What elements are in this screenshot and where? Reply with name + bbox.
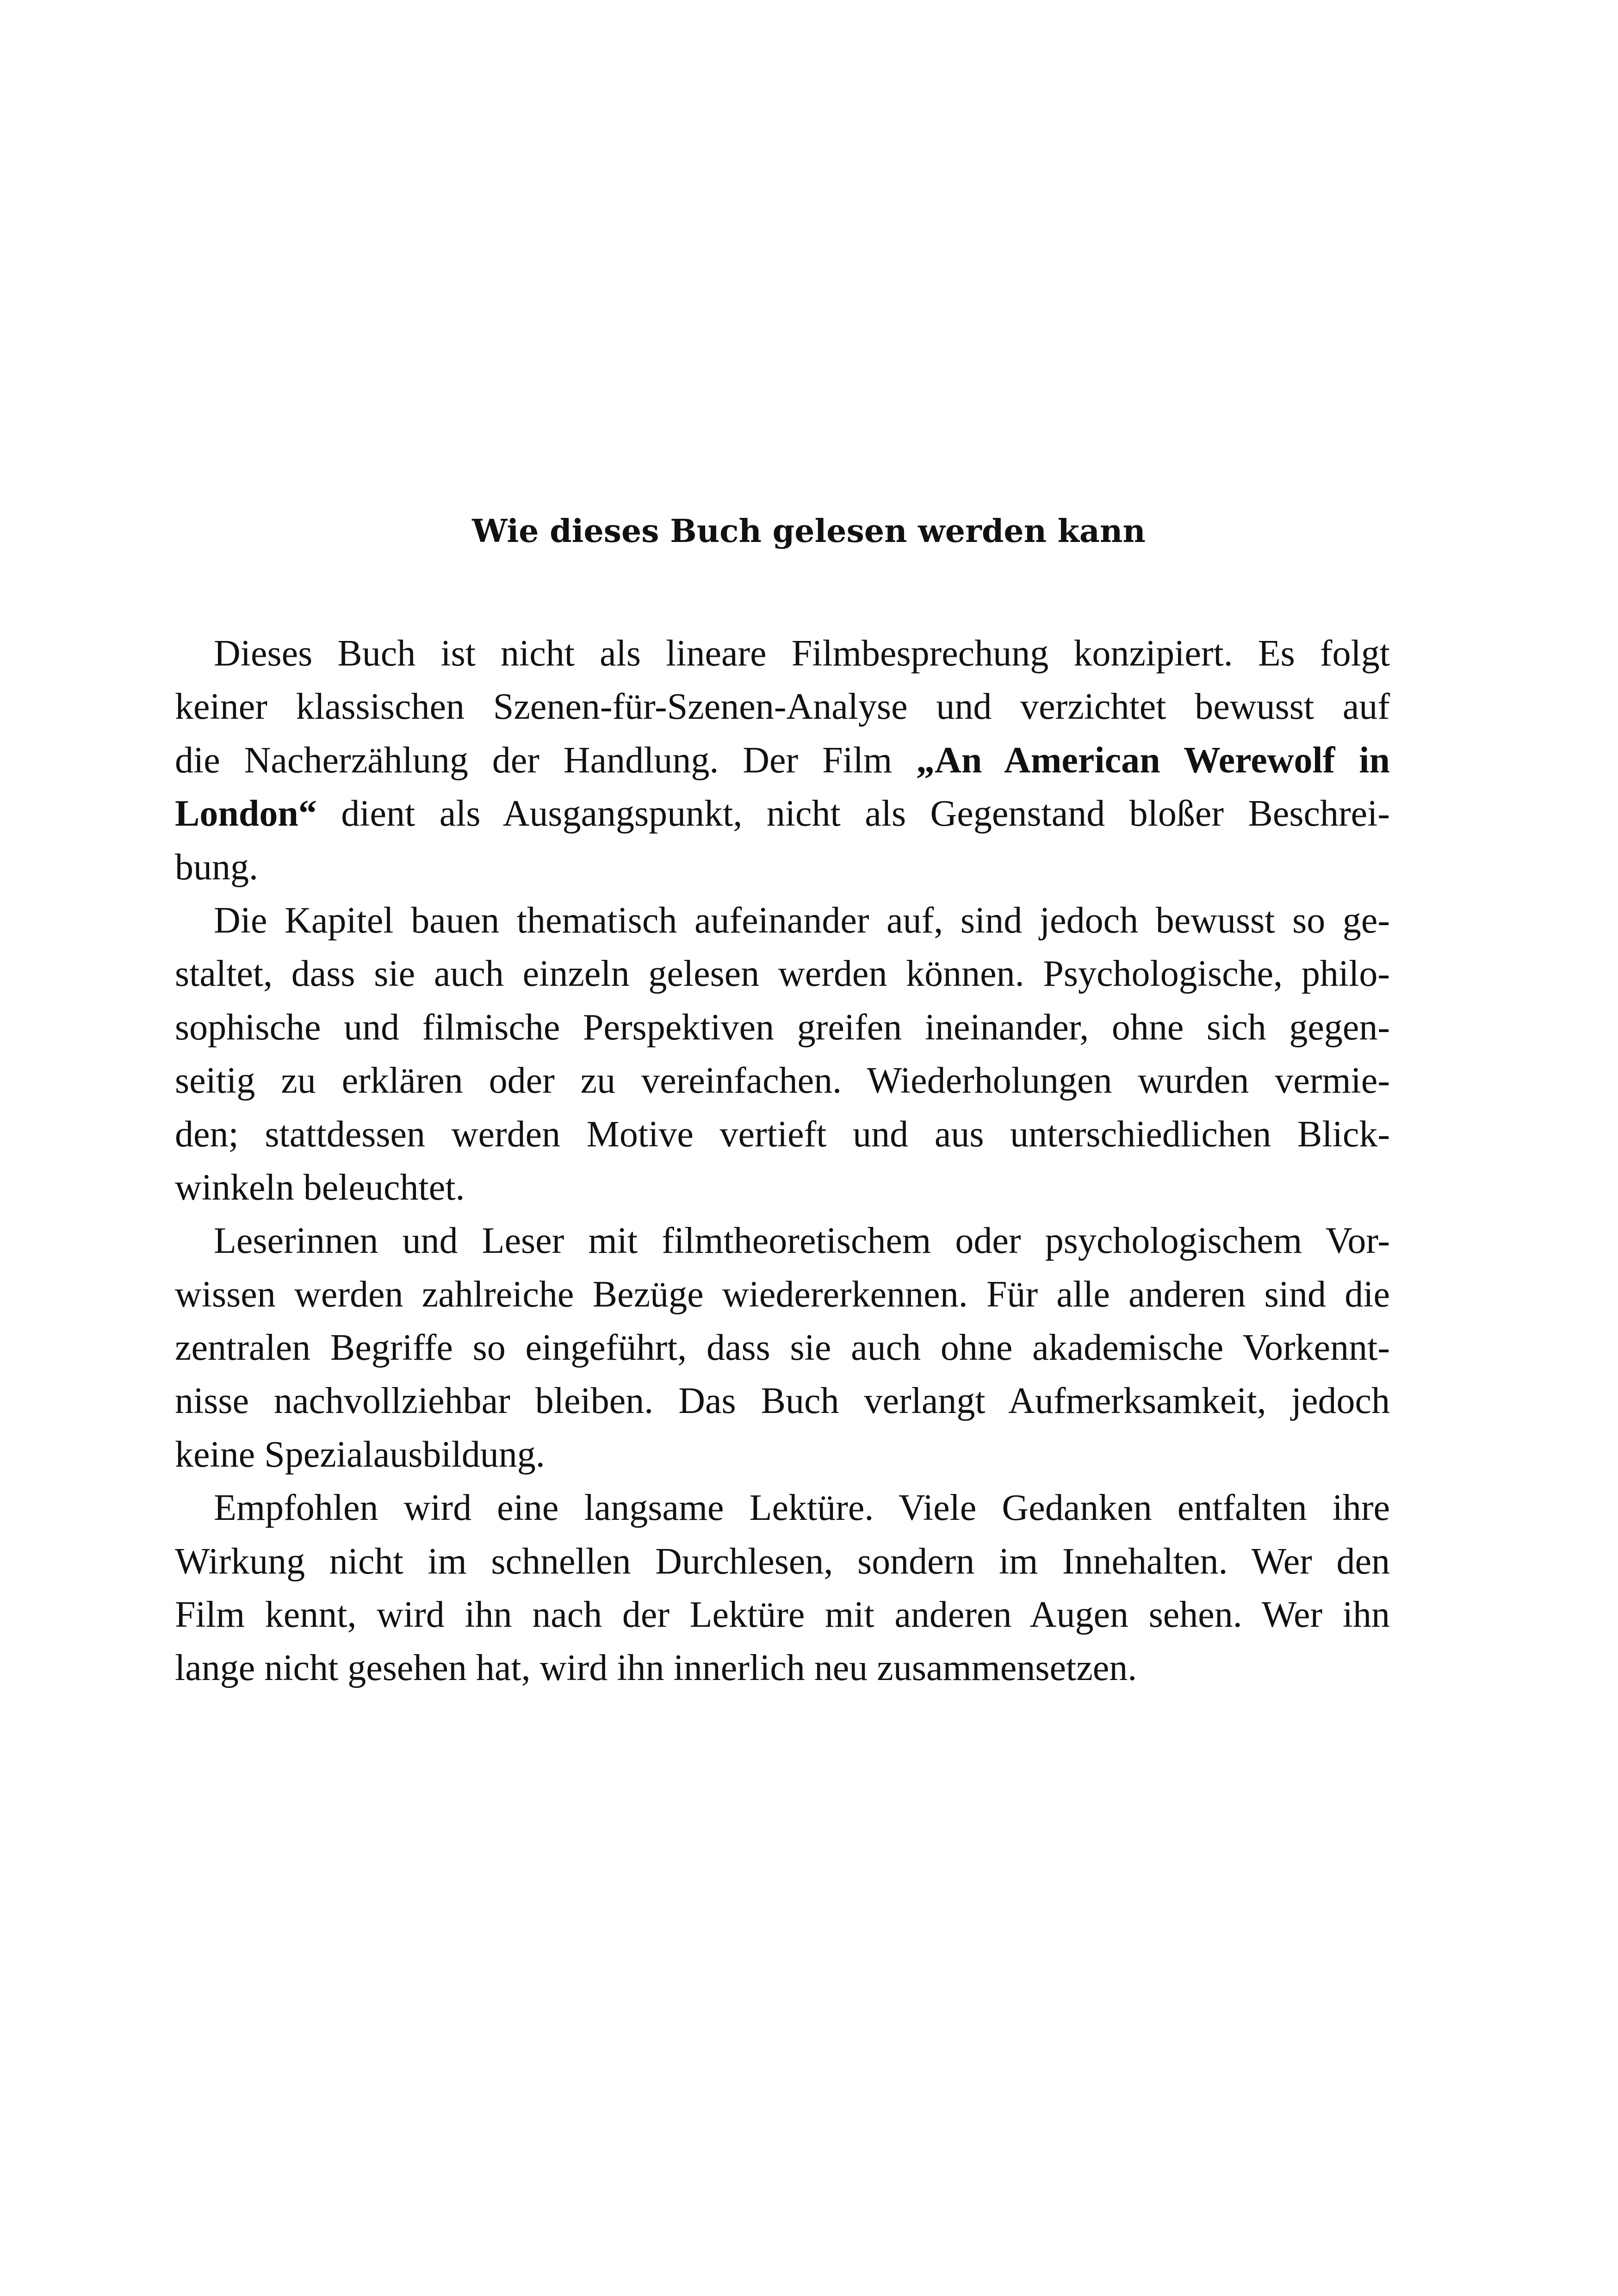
- text-line: nisse nachvollziehbar bleiben. Das Buch verlangt Aufmerksamkeit, jedoch: [175, 1381, 1390, 1422]
- body-text: [175, 627, 1390, 1695]
- text-line: lange nicht gesehen hat, wird ihn innerlich neu zusammensetzen.: [175, 1648, 1137, 1689]
- text-line: staltet, dass sie auch einzeln gelesen werden können. Psychologische, philo-: [175, 953, 1390, 995]
- text-line: wissen werden zahlreiche Bezüge wiedererkennen. Für alle anderen sind die: [175, 1274, 1390, 1315]
- text-line: sophische und filmische Perspektiven greifen ineinander, ohne sich gegen-: [175, 1007, 1390, 1048]
- text-line: [175, 734, 1390, 787]
- text-line: Dieses Buch ist nicht als lineare Filmbesprechung konzipiert. Es folgt: [214, 633, 1390, 674]
- text-line: bung.: [175, 846, 258, 888]
- text-span: die Nacherzählung der Handlung. Der Film: [175, 740, 917, 781]
- film-title-part-1: „An American Werewolf in: [916, 740, 1390, 781]
- section-title: Wie dieses Buch gelesen werden kann: [472, 513, 1146, 550]
- text-line: Wirkung nicht im schnellen Durchlesen, sondern im Innehalten. Wer den: [175, 1541, 1390, 1582]
- paragraph-3: [175, 1214, 1390, 1481]
- text-line: winkeln beleuchtet.: [175, 1167, 465, 1208]
- text-line: zentralen Begriffe so eingeführt, dass sie auch ohne akademische Vorkennt-: [175, 1327, 1390, 1369]
- paragraph-4: [175, 1481, 1390, 1695]
- text-line: Leserinnen und Leser mit filmtheoretischem oder psychologischem Vor-: [214, 1220, 1390, 1262]
- text-line: keine Spezialausbildung.: [175, 1434, 545, 1475]
- film-title-part-2: London“: [175, 793, 317, 834]
- text-line: Film kennt, wird ihn nach der Lektüre mit anderen Augen sehen. Wer ihn: [175, 1594, 1390, 1636]
- text-span: dient als Ausgangspunkt, nicht als Gegenstand bloßer Beschrei-: [316, 793, 1390, 834]
- paragraph-1: [175, 627, 1390, 894]
- text-line: [175, 787, 1390, 840]
- text-line: seitig zu erklären oder zu vereinfachen. Wiederholungen wurden vermie-: [175, 1060, 1390, 1101]
- text-line: Die Kapitel bauen thematisch aufeinander auf, sind jedoch bewusst so ge-: [214, 900, 1390, 941]
- text-line: keiner klassischen Szenen-für-Szenen-Analyse und verzichtet bewusst auf: [175, 686, 1390, 728]
- text-line: Empfohlen wird eine langsame Lektüre. Viele Gedanken entfalten ihre: [214, 1487, 1390, 1529]
- text-line: den; stattdessen werden Motive vertieft und aus unterschiedlichen Blick-: [175, 1114, 1390, 1155]
- paragraph-2: [175, 894, 1390, 1214]
